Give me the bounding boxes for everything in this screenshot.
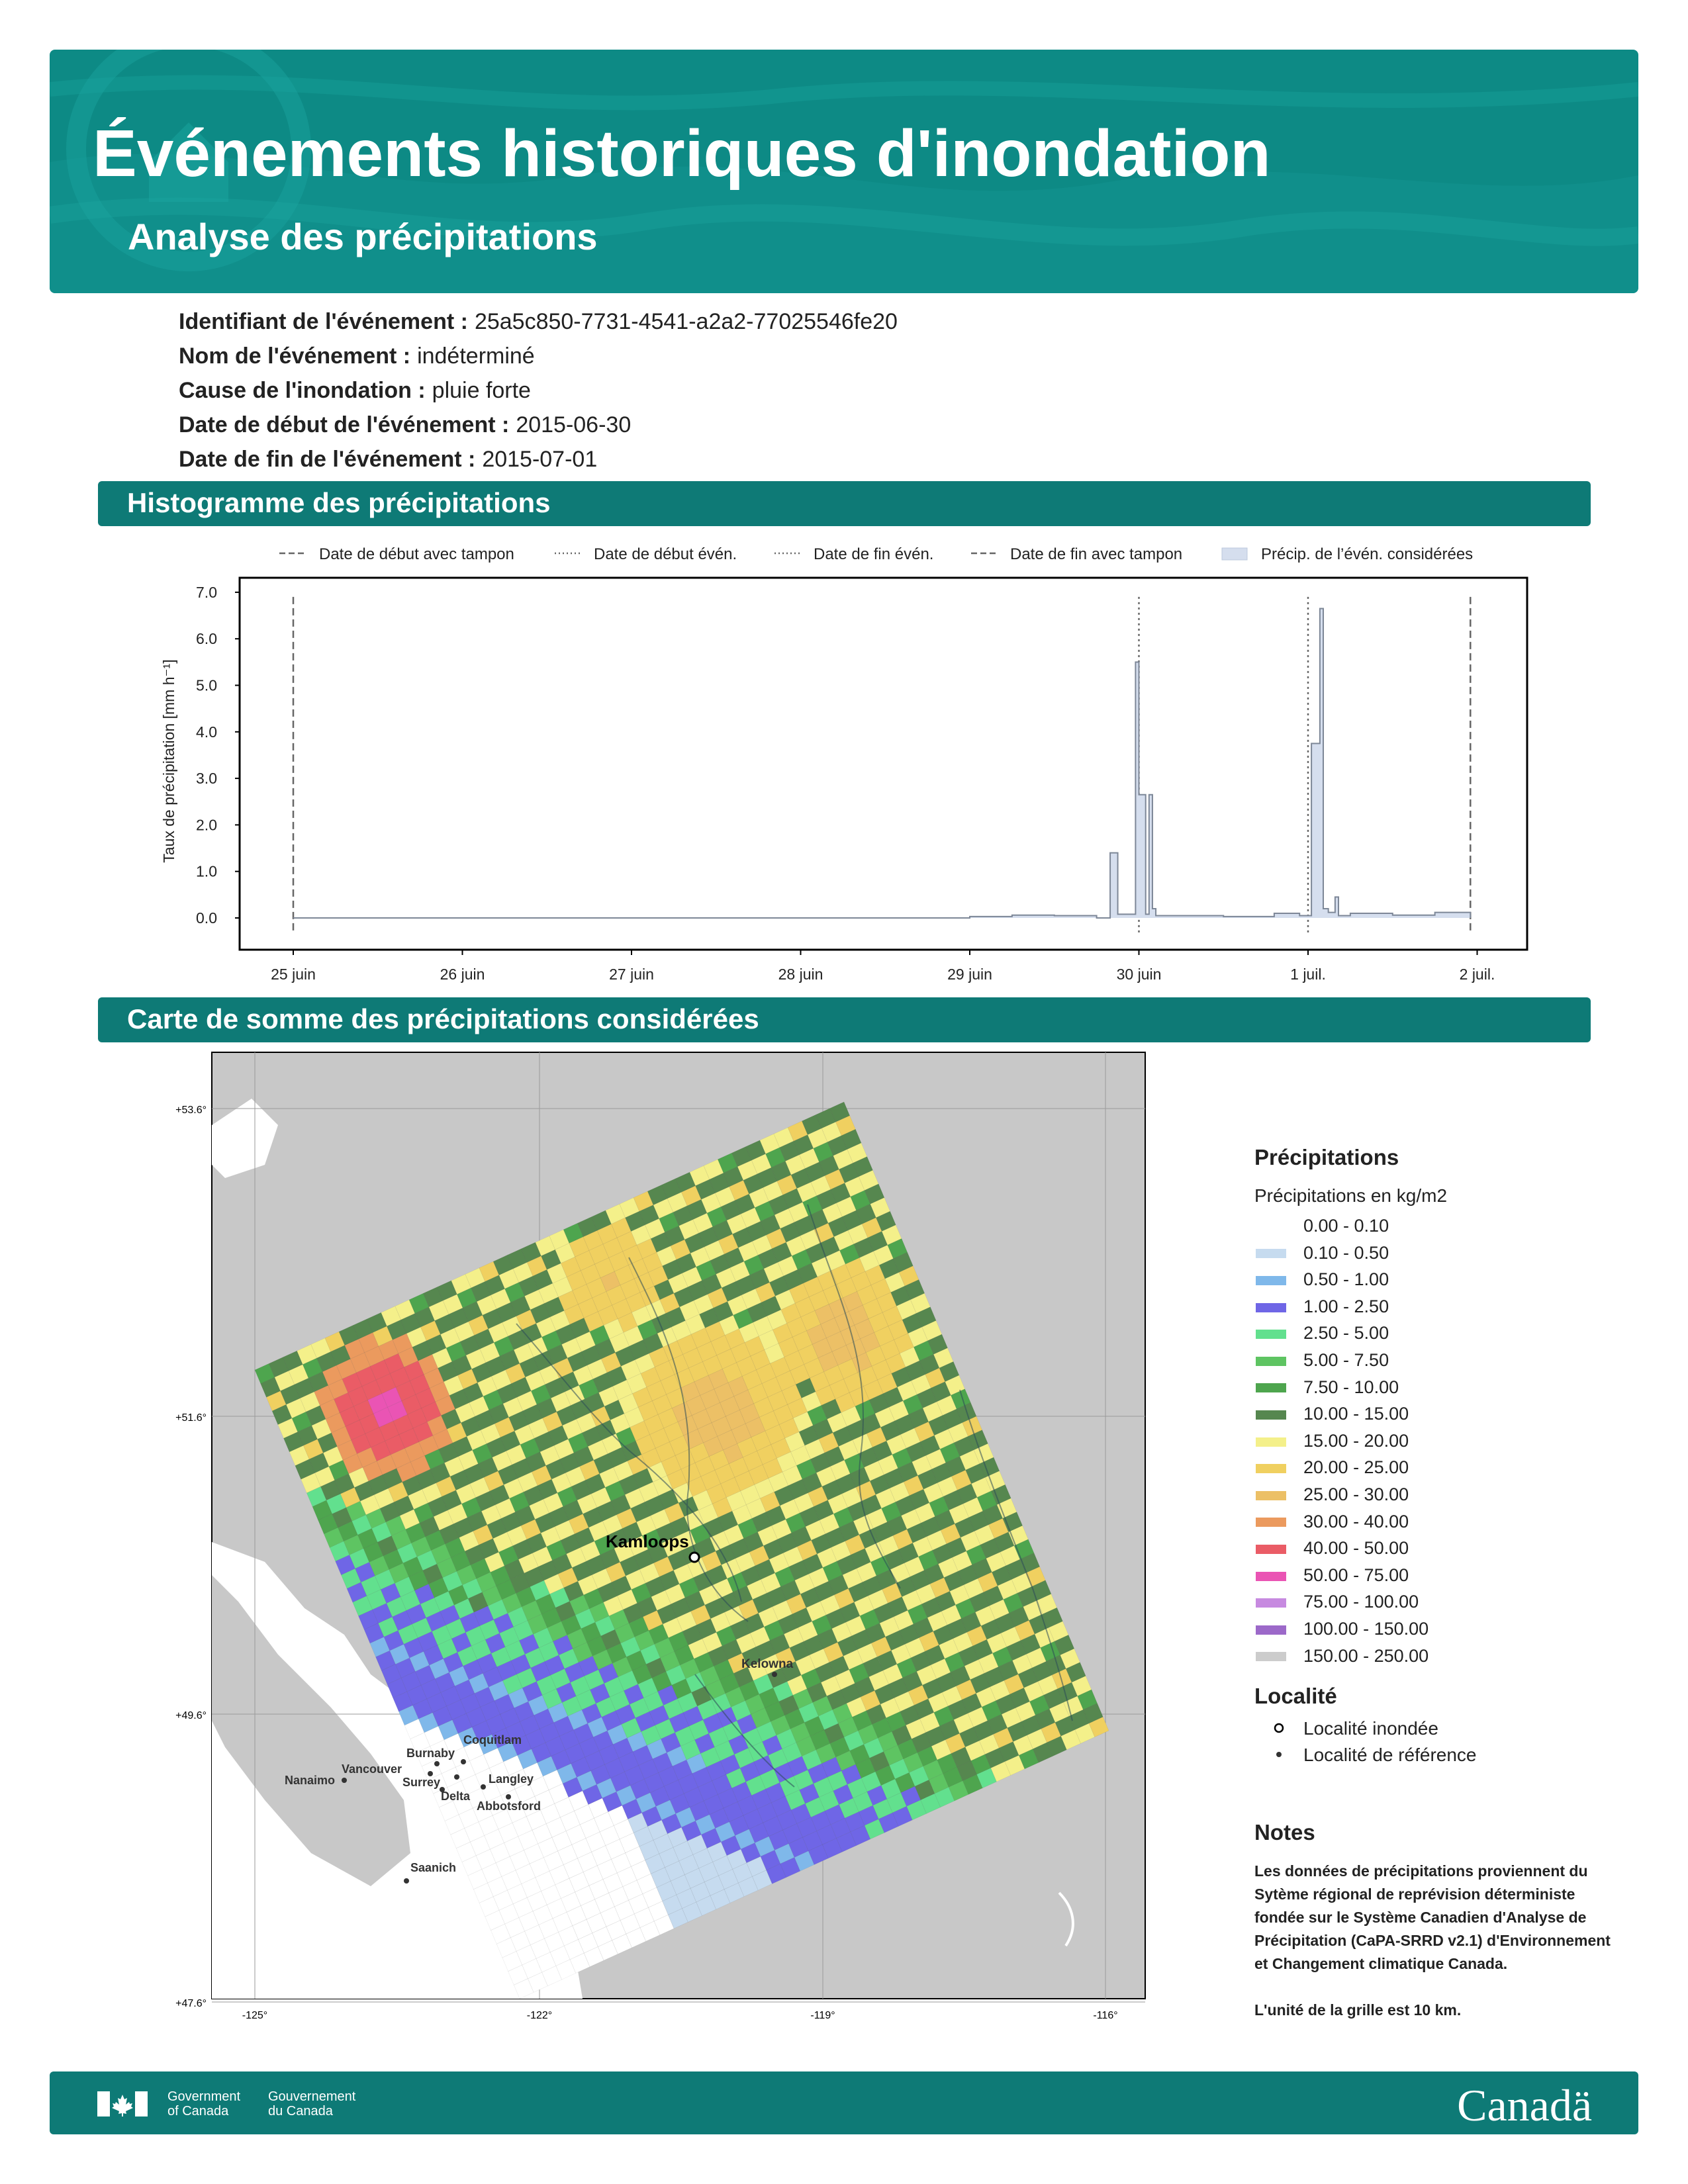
legend-class-label: 100.00 - 150.00: [1303, 1618, 1429, 1639]
kamloops-flooded-marker: [690, 1553, 699, 1562]
langley-marker: [481, 1784, 486, 1790]
lat-label-53-6: +53.6°: [175, 1105, 207, 1116]
notes-text: Les données de précipitations proviennent du Sytème régional de reprévision déterministe fondée sur le Système Canadien d'Analyse de Précipitation (CaPA-SRRD v2.1) d'Environnement et Changement climatique Canada.: [1254, 1862, 1611, 1972]
flooded-locality-icon: [1254, 1715, 1303, 1742]
y-tick-label: 1.0: [196, 862, 217, 880]
canada-wordmark: Canadä: [1457, 2080, 1592, 2130]
y-tick-label: 0.0: [196, 909, 217, 927]
footer: [50, 2071, 1638, 2134]
legend-class-row: [1254, 1428, 1625, 1455]
lat-label-47-6: +47.6°: [175, 1998, 207, 2009]
legend-class-label: 5.00 - 7.50: [1303, 1349, 1389, 1370]
legend-class-label: 0.50 - 1.00: [1303, 1269, 1389, 1290]
considered-precip-area: [293, 609, 1470, 918]
precipitation-map: [146, 1042, 1152, 2058]
legend-class-row: [1254, 1293, 1625, 1320]
legend-swatch: [1256, 1437, 1286, 1447]
legend-class-row: [1254, 1588, 1625, 1615]
event-end-row: [179, 442, 898, 477]
legend-swatch: [1256, 1518, 1286, 1527]
legend-swatch: [1256, 1652, 1286, 1661]
flooded-locality-label: Localité inondée: [1303, 1718, 1438, 1739]
y-tick-label: 4.0: [196, 723, 217, 741]
legend-class-row: [1254, 1562, 1625, 1589]
legend-class-label: 10.00 - 15.00: [1303, 1404, 1409, 1424]
legend-swatch: [1256, 1222, 1286, 1232]
flood-cause-value: pluie forte: [432, 378, 531, 403]
legend-flooded-row: [1254, 1715, 1625, 1742]
canada-flag-icon: [97, 2091, 148, 2116]
legend-class-label: 30.00 - 40.00: [1303, 1511, 1409, 1531]
abbotsford-marker: [506, 1794, 511, 1799]
legend-swatch: [1256, 1572, 1286, 1581]
legend-class-label: 15.00 - 20.00: [1303, 1430, 1409, 1451]
langley-label: Langley: [489, 1772, 534, 1786]
legend-considered-label: Précip. de l’évén. considérées: [1261, 545, 1474, 563]
legend-class-row: [1254, 1266, 1625, 1293]
coquitlam-label: Coquitlam: [463, 1733, 522, 1747]
page-title: Événements historiques d'inondation: [93, 116, 1271, 191]
legend-buffer-end-label: Date de fin avec tampon: [1010, 545, 1183, 563]
y-tick-label: 3.0: [196, 770, 217, 788]
legend-swatch: [1256, 1330, 1286, 1339]
legend-swatch: [1256, 1625, 1286, 1635]
surrey-marker: [454, 1774, 459, 1780]
lon-label-125: -125°: [242, 2010, 268, 2021]
legend-class-label: 20.00 - 25.00: [1303, 1457, 1409, 1478]
coquitlam-marker: [461, 1759, 466, 1764]
kamloops-label: Kamloops: [606, 1531, 689, 1551]
legend-class-row: [1254, 1535, 1625, 1562]
legend-class-row: [1254, 1615, 1625, 1643]
legend-class-row: [1254, 1374, 1625, 1401]
event-name-label: Nom de l'événement :: [179, 343, 411, 369]
y-tick-label: 5.0: [196, 676, 217, 694]
y-tick-label: 7.0: [196, 583, 217, 601]
legend-class-label: 0.10 - 0.50: [1303, 1242, 1389, 1263]
date-markers: [293, 597, 1470, 934]
burnaby-label: Burnaby: [406, 1747, 455, 1760]
legend-class-label: 25.00 - 30.00: [1303, 1484, 1409, 1504]
map-section-header: Carte de somme des précipitations considérées: [98, 997, 1591, 1042]
legend-class-row: [1254, 1320, 1625, 1347]
gov-fr-text: Gouvernement du Canada: [268, 2089, 356, 2118]
x-tick-label: 1 juil.: [1290, 966, 1326, 983]
legend-swatch: [1256, 1545, 1286, 1554]
histogram-legend: [279, 545, 1473, 563]
saanich-label: Saanich: [410, 1861, 457, 1874]
x-axis: [271, 950, 1495, 983]
notes: [1254, 1820, 1612, 2022]
event-end-value: 2015-07-01: [482, 447, 598, 472]
lat-label-51-6: +51.6°: [175, 1412, 207, 1424]
legend-swatch: [1256, 1303, 1286, 1312]
flood-cause-row: [179, 373, 898, 408]
legend-unit: Précipitations en kg/m2: [1254, 1185, 1448, 1206]
x-tick-label: 2 juil.: [1459, 966, 1495, 983]
reference-locality-label: Localité de référence: [1303, 1745, 1477, 1766]
nanaimo-marker: [342, 1778, 347, 1783]
page-subtitle: Analyse des précipitations: [128, 216, 598, 257]
event-start-label: Date de début de l'événement :: [179, 412, 510, 437]
lon-label-116: -116°: [1093, 2010, 1118, 2021]
header-banner: [50, 50, 1638, 293]
x-tick-label: 25 juin: [271, 966, 316, 983]
precip-step-line: [293, 609, 1470, 918]
government-of-canada-en: [167, 2089, 240, 2118]
x-tick-label: 29 juin: [947, 966, 992, 983]
delta-label: Delta: [441, 1790, 471, 1803]
legend-class-row: [1254, 1481, 1625, 1508]
government-of-canada-fr: [268, 2089, 355, 2118]
legend-class-label: 40.00 - 50.00: [1303, 1538, 1409, 1559]
event-end-label: Date de fin de l'événement :: [179, 447, 476, 472]
event-id-value: 25a5c850-7731-4541-a2a2-77025546fe20: [474, 309, 898, 334]
legend-class-row: [1254, 1240, 1625, 1267]
saanich-marker: [404, 1878, 409, 1884]
legend-buffer-start-label: Date de début avec tampon: [319, 545, 514, 563]
legend-swatch: [1256, 1464, 1286, 1473]
legend-class-row: [1254, 1454, 1625, 1481]
precipitation-histogram: [0, 529, 1688, 993]
legend-event-start-label: Date de début évén.: [594, 545, 737, 563]
lon-label-119: -119°: [810, 2010, 835, 2021]
legend-class-row: [1254, 1212, 1625, 1240]
x-tick-label: 27 juin: [609, 966, 654, 983]
y-axis-label: Taux de précipitation [mm h⁻¹]: [160, 659, 177, 863]
surrey-label: Surrey: [402, 1776, 441, 1789]
gov-en-text: Government of Canada: [167, 2089, 241, 2118]
legend-swatch: [1256, 1598, 1286, 1608]
histogram-section-header: Histogramme des précipitations: [98, 481, 1591, 526]
legend-swatch: [1256, 1410, 1286, 1420]
legend-classes: [1254, 1212, 1625, 1669]
abbotsford-label: Abbotsford: [477, 1799, 541, 1813]
lon-label-122: -122°: [526, 2010, 553, 2021]
legend-swatch: [1256, 1249, 1286, 1258]
event-start-row: [179, 408, 898, 442]
legend-class-label: 2.50 - 5.00: [1303, 1323, 1389, 1343]
y-axis: [196, 584, 240, 927]
legend-title: Précipitations: [1254, 1145, 1399, 1169]
kelowna-label: Kelowna: [741, 1657, 794, 1671]
legend-swatch: [1256, 1276, 1286, 1285]
legend-class-row: [1254, 1508, 1625, 1535]
legend-considered-swatch: [1222, 548, 1247, 560]
vancouver-label: Vancouver: [342, 1762, 402, 1776]
legend-class-row: [1254, 1643, 1625, 1670]
y-tick-label: 6.0: [196, 630, 217, 648]
legend-reference-row: [1254, 1742, 1625, 1768]
plot-frame: [240, 578, 1527, 950]
event-start-value: 2015-06-30: [516, 412, 632, 437]
legend-class-label: 1.00 - 2.50: [1303, 1296, 1389, 1316]
flood-cause-label: Cause de l'inondation :: [179, 378, 426, 403]
event-id-label: Identifiant de l'événement :: [179, 309, 468, 334]
legend-swatch: [1256, 1383, 1286, 1392]
event-id-row: [179, 304, 898, 339]
legend-class-label: 7.50 - 10.00: [1303, 1377, 1399, 1397]
x-tick-label: 28 juin: [778, 966, 823, 983]
burnaby-marker: [434, 1761, 440, 1766]
event-name-row: [179, 339, 898, 373]
event-name-value: indéterminé: [417, 343, 535, 369]
notes-title: Notes: [1254, 1820, 1315, 1844]
legend-class-row: [1254, 1400, 1625, 1428]
y-tick-label: 2.0: [196, 816, 217, 834]
locality-title: Localité: [1254, 1684, 1337, 1709]
legend-class-label: 0.00 - 0.10: [1303, 1216, 1389, 1236]
lat-label-49-6: +49.6°: [175, 1710, 207, 1721]
legend-class-label: 50.00 - 75.00: [1303, 1565, 1409, 1585]
legend-swatch: [1256, 1491, 1286, 1500]
legend-class-label: 75.00 - 100.00: [1303, 1592, 1419, 1612]
legend-swatch: [1256, 1357, 1286, 1366]
x-tick-label: 30 juin: [1116, 966, 1162, 983]
map-legend: [1254, 1145, 1625, 1768]
x-tick-label: 26 juin: [440, 966, 485, 983]
reference-locality-icon: [1254, 1742, 1303, 1768]
notes-grid-unit: L'unité de la grille est 10 km.: [1254, 2001, 1462, 2019]
kelowna-marker: [772, 1672, 777, 1677]
event-info: [179, 304, 898, 477]
nanaimo-label: Nanaimo: [285, 1774, 336, 1787]
legend-class-row: [1254, 1347, 1625, 1374]
legend-event-end-label: Date de fin évén.: [814, 545, 934, 563]
legend-class-label: 150.00 - 250.00: [1303, 1645, 1429, 1666]
